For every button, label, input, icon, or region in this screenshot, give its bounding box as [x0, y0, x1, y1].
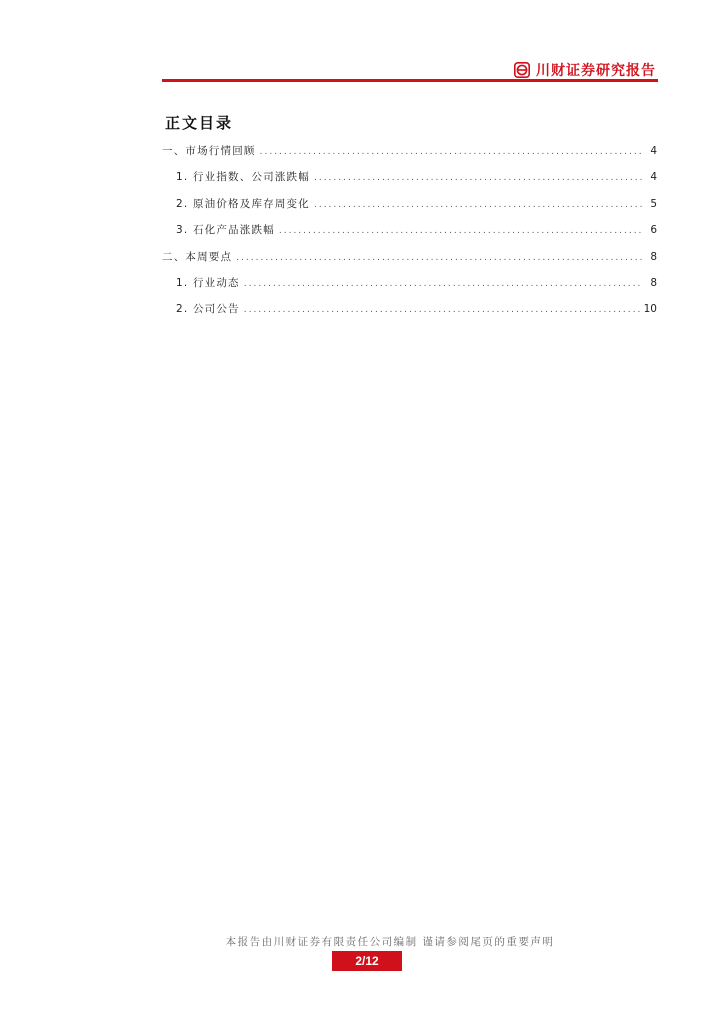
toc-entry-label: 3. 石化产品涨跌幅: [176, 224, 275, 237]
toc-dot-leader: [244, 305, 640, 315]
brand-title: 川财证券研究报告: [536, 63, 656, 79]
toc-entry[interactable]: [162, 169, 657, 195]
toc-entry[interactable]: [162, 249, 657, 275]
toc-entry-page: 4: [650, 145, 657, 157]
toc-entry-page: 6: [650, 224, 657, 237]
toc-dot-leader: [314, 173, 643, 183]
toc-entry-page: 10: [643, 303, 657, 316]
toc-dot-leader: [279, 226, 643, 236]
toc-entry-label: 1. 行业动态: [176, 276, 240, 289]
toc-entry[interactable]: [162, 143, 657, 169]
header-brand: [514, 60, 656, 80]
toc-entry[interactable]: [162, 196, 657, 222]
toc-entry-page: 8: [650, 250, 657, 263]
toc-entry-page: 4: [650, 171, 657, 184]
header-divider: [162, 79, 658, 82]
toc-entry-label: 二、本周要点: [162, 250, 233, 263]
page-number-badge: 2/12: [332, 951, 402, 971]
toc-dot-leader: [314, 200, 643, 210]
toc-entry-label: 1. 行业指数、公司涨跌幅: [176, 171, 310, 184]
toc-entry[interactable]: [162, 301, 657, 327]
toc-title: 正文目录: [165, 114, 234, 132]
toc-entry-label: 2. 公司公告: [176, 303, 240, 316]
toc-entry-page: 5: [650, 197, 657, 210]
toc-entry[interactable]: [162, 275, 657, 301]
toc-dot-leader: [244, 279, 643, 289]
footer-disclaimer: 本报告由川财证券有限责任公司编制 谨请参阅尾页的重要声明: [225, 936, 555, 948]
toc-entry[interactable]: [162, 222, 657, 248]
toc-entry-label: 一、市场行情回顾: [162, 145, 256, 157]
toc-dot-leader: [236, 253, 643, 263]
toc-dot-leader: [260, 147, 643, 157]
toc-list: [162, 143, 657, 328]
chuancai-logo-icon: [514, 62, 530, 78]
toc-entry-page: 8: [650, 276, 657, 289]
toc-entry-label: 2. 原油价格及库存周变化: [176, 197, 310, 210]
